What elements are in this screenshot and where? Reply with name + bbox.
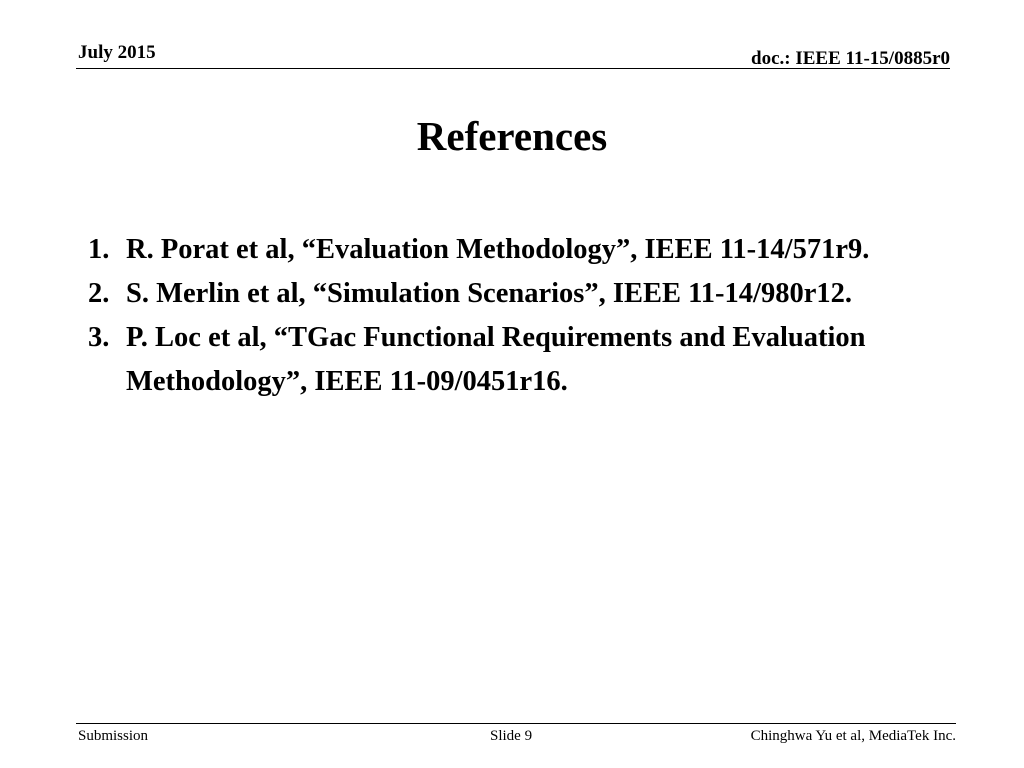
reference-item: [80, 272, 880, 316]
footer-divider: [76, 723, 956, 724]
footer-author: Chinghwa Yu et al, MediaTek Inc.: [750, 728, 956, 744]
reference-list: [80, 228, 880, 404]
reference-number: 2.: [88, 278, 110, 309]
reference-item: [80, 228, 880, 272]
header-doc-id: doc.: IEEE 11-15/0885r0: [751, 48, 950, 69]
footer-submission: Submission: [78, 728, 149, 744]
reference-number: 1.: [88, 234, 110, 265]
reference-item: [80, 316, 880, 404]
reference-number: 3.: [88, 322, 110, 353]
header-date: July 2015: [78, 42, 156, 63]
reference-text: R. Porat et al, “Evaluation Methodology”, IEEE 11-14/571r9.: [126, 234, 870, 265]
reference-text: S. Merlin et al, “Simulation Scenarios”, IEEE 11-14/980r12.: [126, 278, 852, 309]
footer-slide-number: Slide 9: [490, 728, 533, 744]
slide-title: References: [416, 113, 608, 159]
reference-text: P. Loc et al, “TGac Functional Requirements and Evaluation Methodology”, IEEE 11-09/0451r16.: [126, 322, 866, 397]
header-divider: [76, 68, 950, 69]
